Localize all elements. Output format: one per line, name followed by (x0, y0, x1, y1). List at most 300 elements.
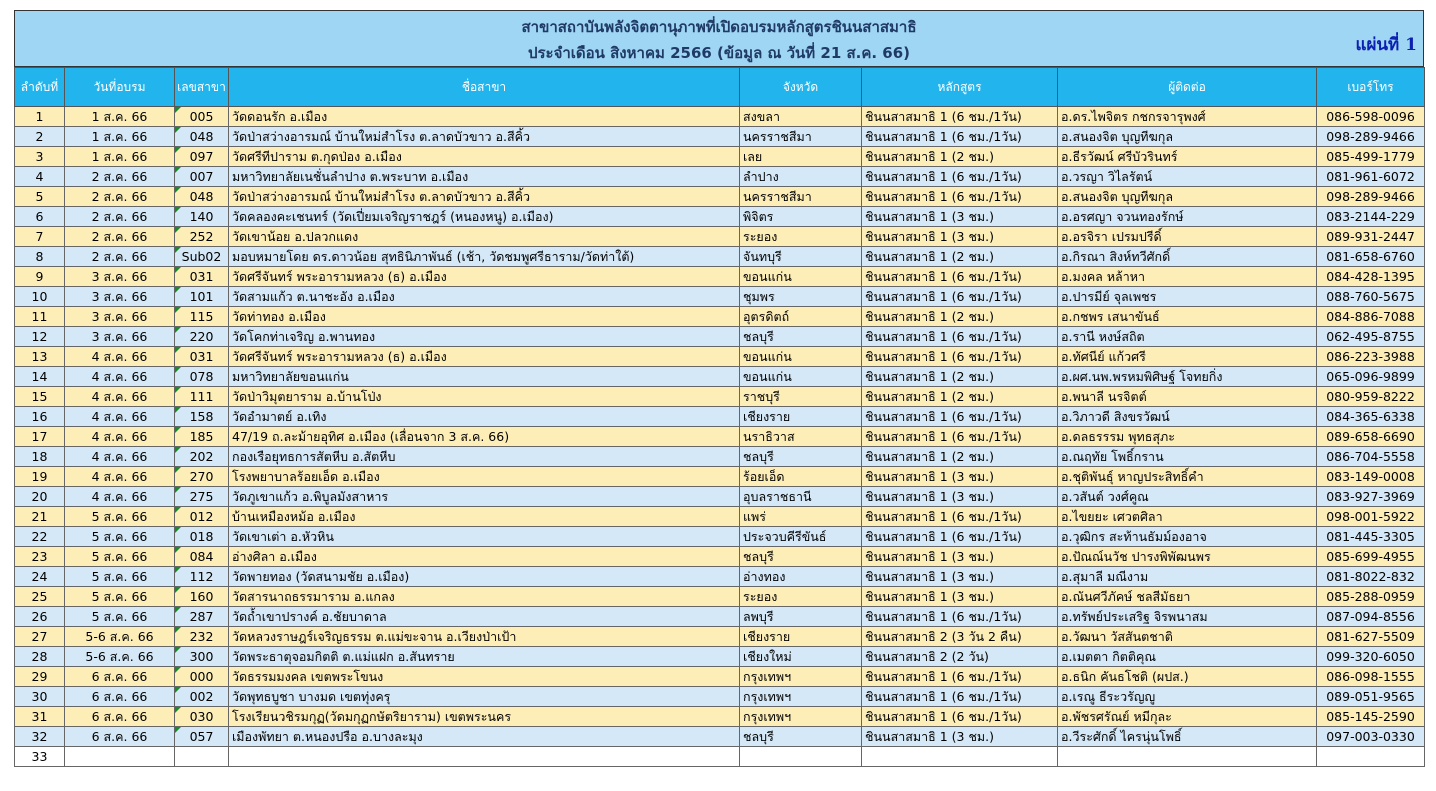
cell-contact[interactable]: อ.ณฤทัย โพธิ์กราน (1058, 447, 1317, 467)
cell-date[interactable]: 1 ส.ค. 66 (65, 127, 175, 147)
cell-branch-code[interactable]: 140 (175, 207, 229, 227)
cell-course[interactable]: ชินนสาสมาธิ 1 (6 ชม./1วัน) (862, 167, 1058, 187)
cell-branch-name[interactable]: โรงเรียนวชิรมกุฏ(วัดมกุฏกษัตริยาราม) เขตพระนคร (229, 707, 740, 727)
cell-contact[interactable]: อ.สนองจิต บุญทีฆกุล (1058, 127, 1317, 147)
cell-branch-name[interactable]: มหาวิทยาลัยเนชั่นลำปาง ต.พระบาท อ.เมือง (229, 167, 740, 187)
cell-branch-name[interactable]: 47/19 ถ.ละม้ายอุทิศ อ.เมือง (เลื่อนจาก 3 ส.ค. 66) (229, 427, 740, 447)
cell-date[interactable]: 6 ส.ค. 66 (65, 727, 175, 747)
cell-course[interactable]: ชินนสาสมาธิ 1 (3 ชม.) (862, 207, 1058, 227)
cell-branch-code[interactable]: 000 (175, 667, 229, 687)
cell-phone[interactable]: 081-961-6072 (1317, 167, 1425, 187)
cell-province[interactable] (740, 747, 862, 767)
cell-contact[interactable] (1058, 747, 1317, 767)
cell-no[interactable]: 29 (15, 667, 65, 687)
cell-province[interactable]: เชียงใหม่ (740, 647, 862, 667)
cell-contact[interactable]: อ.วุฒิกร สะท้านธัมม์องอาจ (1058, 527, 1317, 547)
cell-no[interactable]: 3 (15, 147, 65, 167)
cell-course[interactable]: ชินนสาสมาธิ 1 (6 ชม./1วัน) (862, 347, 1058, 367)
cell-branch-code[interactable]: 018 (175, 527, 229, 547)
cell-province[interactable]: ราชบุรี (740, 387, 862, 407)
cell-contact[interactable]: อ.ธนิก คันธโชติ (ผปส.) (1058, 667, 1317, 687)
cell-branch-name[interactable]: วัดศรีจันทร์ พระอารามหลวง (ธ) อ.เมือง (229, 347, 740, 367)
cell-course[interactable]: ชินนสาสมาธิ 1 (6 ชม./1วัน) (862, 687, 1058, 707)
cell-course[interactable]: ชินนสาสมาธิ 1 (6 ชม./1วัน) (862, 507, 1058, 527)
cell-province[interactable]: นครราชสีมา (740, 187, 862, 207)
cell-date[interactable]: 4 ส.ค. 66 (65, 487, 175, 507)
cell-branch-code[interactable]: 270 (175, 467, 229, 487)
cell-branch-name[interactable]: วัดป่าวิมุตยาราม อ.บ้านโป่ง (229, 387, 740, 407)
cell-branch-name[interactable]: มอบหมายโดย ดร.ดาวน้อย สุทธินิภาพันธ์ (เช้า, วัดชมพูศรีธาราม/วัดท่าใต้) (229, 247, 740, 267)
col-header-branch[interactable]: ชื่อสาขา (229, 68, 740, 107)
cell-no[interactable]: 14 (15, 367, 65, 387)
cell-branch-code[interactable]: 007 (175, 167, 229, 187)
cell-date[interactable]: 5 ส.ค. 66 (65, 587, 175, 607)
col-header-code[interactable]: เลขสาขา (175, 68, 229, 107)
cell-branch-name[interactable]: วัดศรีจันทร์ พระอารามหลวง (ธ) อ.เมือง (229, 267, 740, 287)
cell-phone[interactable]: 098-289-9466 (1317, 187, 1425, 207)
cell-phone[interactable]: 088-760-5675 (1317, 287, 1425, 307)
cell-course[interactable]: ชินนสาสมาธิ 1 (3 ชม.) (862, 727, 1058, 747)
cell-course[interactable]: ชินนสาสมาธิ 1 (6 ชม./1วัน) (862, 107, 1058, 127)
cell-branch-code[interactable]: 232 (175, 627, 229, 647)
cell-no[interactable]: 31 (15, 707, 65, 727)
col-header-course[interactable]: หลักสูตร (862, 68, 1058, 107)
cell-contact[interactable]: อ.วสันต์ วงศ์คูณ (1058, 487, 1317, 507)
cell-contact[interactable]: อ.ชุติพันธุ์ หาญประสิทธิ์คำ (1058, 467, 1317, 487)
cell-branch-code[interactable]: 202 (175, 447, 229, 467)
cell-no[interactable]: 6 (15, 207, 65, 227)
cell-branch-code[interactable]: 111 (175, 387, 229, 407)
cell-branch-name[interactable]: วัดเขาเต่า อ.หัวหิน (229, 527, 740, 547)
table-row (15, 167, 1425, 187)
cell-no[interactable]: 33 (15, 747, 65, 767)
table-row (15, 187, 1425, 207)
table-row (15, 667, 1425, 687)
cell-date[interactable]: 2 ส.ค. 66 (65, 207, 175, 227)
table-row-empty (15, 747, 1425, 767)
cell-contact[interactable]: อ.อรจิรา เปรมปรีดิ์ (1058, 227, 1317, 247)
cell-date[interactable]: 5 ส.ค. 66 (65, 527, 175, 547)
table-header-row (15, 68, 1425, 107)
cell-no[interactable]: 19 (15, 467, 65, 487)
cell-course[interactable]: ชินนสาสมาธิ 1 (2 ชม.) (862, 247, 1058, 267)
cell-branch-code[interactable]: 078 (175, 367, 229, 387)
cell-contact[interactable]: อ.พัชรศรัณย์ หมีกุละ (1058, 707, 1317, 727)
cell-course[interactable]: ชินนสาสมาธิ 1 (2 ชม.) (862, 367, 1058, 387)
cell-province[interactable]: ประจวบคีรีขันธ์ (740, 527, 862, 547)
cell-province[interactable]: ขอนแก่น (740, 347, 862, 367)
cell-branch-name[interactable]: วัดภูเขาแก้ว อ.พิบูลมังสาหาร (229, 487, 740, 507)
cell-branch-name[interactable]: วัดท่าทอง อ.เมือง (229, 307, 740, 327)
cell-phone[interactable]: 083-2144-229 (1317, 207, 1425, 227)
cell-phone[interactable]: 085-699-4955 (1317, 547, 1425, 567)
cell-phone[interactable]: 086-098-1555 (1317, 667, 1425, 687)
cell-province[interactable]: นราธิวาส (740, 427, 862, 447)
cell-phone[interactable]: 065-096-9899 (1317, 367, 1425, 387)
cell-branch-code[interactable]: 158 (175, 407, 229, 427)
cell-contact[interactable]: อ.ดร.ไพจิตร กชกรจารุพงศ์ (1058, 107, 1317, 127)
cell-province[interactable]: กรุงเทพฯ (740, 707, 862, 727)
cell-phone[interactable]: 083-149-0008 (1317, 467, 1425, 487)
table-row (15, 587, 1425, 607)
cell-branch-code[interactable] (175, 747, 229, 767)
cell-branch-name[interactable]: วัดสารนาถธรรมาราม อ.แกลง (229, 587, 740, 607)
cell-date[interactable]: 5 ส.ค. 66 (65, 507, 175, 527)
cell-date[interactable]: 6 ส.ค. 66 (65, 687, 175, 707)
cell-phone[interactable] (1317, 747, 1425, 767)
cell-branch-name[interactable]: วัดสามแก้ว ต.นาชะอัง อ.เมือง (229, 287, 740, 307)
cell-date[interactable]: 6 ส.ค. 66 (65, 707, 175, 727)
cell-phone[interactable]: 099-320-6050 (1317, 647, 1425, 667)
cell-course[interactable]: ชินนสาสมาธิ 1 (3 ชม.) (862, 587, 1058, 607)
cell-branch-code[interactable]: 048 (175, 127, 229, 147)
table-row (15, 687, 1425, 707)
cell-branch-code[interactable]: 101 (175, 287, 229, 307)
cell-branch-code[interactable]: 057 (175, 727, 229, 747)
cell-phone[interactable]: 084-886-7088 (1317, 307, 1425, 327)
cell-date[interactable]: 2 ส.ค. 66 (65, 167, 175, 187)
cell-branch-name[interactable]: โรงพยาบาลร้อยเอ็ด อ.เมือง (229, 467, 740, 487)
cell-branch-name[interactable]: วัดถ้ำเขาปรางค์ อ.ชัยบาดาล (229, 607, 740, 627)
cell-no[interactable]: 8 (15, 247, 65, 267)
cell-phone[interactable]: 081-8022-832 (1317, 567, 1425, 587)
cell-phone[interactable]: 098-289-9466 (1317, 127, 1425, 147)
cell-branch-name[interactable] (229, 747, 740, 767)
table-row (15, 427, 1425, 447)
cell-branch-code[interactable]: 112 (175, 567, 229, 587)
col-header-province[interactable]: จังหวัด (740, 68, 862, 107)
cell-province[interactable]: แพร่ (740, 507, 862, 527)
cell-no[interactable]: 5 (15, 187, 65, 207)
cell-contact[interactable]: อ.วัฒนา วัสสันตชาติ (1058, 627, 1317, 647)
cell-date[interactable]: 4 ส.ค. 66 (65, 347, 175, 367)
cell-course[interactable]: ชินนสาสมาธิ 1 (2 ชม.) (862, 307, 1058, 327)
cell-province[interactable]: ลำปาง (740, 167, 862, 187)
cell-no[interactable]: 30 (15, 687, 65, 707)
cell-course[interactable]: ชินนสาสมาธิ 1 (6 ชม./1วัน) (862, 287, 1058, 307)
cell-province[interactable]: กรุงเทพฯ (740, 667, 862, 687)
cell-date[interactable]: 5 ส.ค. 66 (65, 607, 175, 627)
cell-no[interactable]: 9 (15, 267, 65, 287)
cell-no[interactable]: 26 (15, 607, 65, 627)
cell-contact[interactable]: อ.ทรัพย์ประเสริฐ จิรพนาสม (1058, 607, 1317, 627)
cell-date[interactable]: 3 ส.ค. 66 (65, 307, 175, 327)
cell-contact[interactable]: อ.อรศญา จวนทองรักษ์ (1058, 207, 1317, 227)
cell-course[interactable]: ชินนสาสมาธิ 1 (2 ชม.) (862, 147, 1058, 167)
cell-no[interactable]: 13 (15, 347, 65, 367)
cell-contact[interactable]: อ.ผศ.นพ.พรหมพิศิษฐ์ โจทยกิ่ง (1058, 367, 1317, 387)
cell-course[interactable] (862, 747, 1058, 767)
cell-province[interactable]: สงขลา (740, 107, 862, 127)
cell-branch-code[interactable]: 097 (175, 147, 229, 167)
cell-phone[interactable]: 085-499-1779 (1317, 147, 1425, 167)
cell-contact[interactable]: อ.กชพร เสนาขันธ์ (1058, 307, 1317, 327)
cell-contact[interactable]: อ.มงคล หล้าหา (1058, 267, 1317, 287)
cell-course[interactable]: ชินนสาสมาธิ 1 (6 ชม./1วัน) (862, 267, 1058, 287)
cell-phone[interactable]: 089-658-6690 (1317, 427, 1425, 447)
cell-contact[interactable]: อ.รานี หงษ์สถิต (1058, 327, 1317, 347)
cell-branch-name[interactable]: อ่างศิลา อ.เมือง (229, 547, 740, 567)
cell-province[interactable]: เลย (740, 147, 862, 167)
cell-branch-code[interactable]: 084 (175, 547, 229, 567)
cell-province[interactable]: ร้อยเอ็ด (740, 467, 862, 487)
cell-no[interactable]: 28 (15, 647, 65, 667)
cell-date[interactable]: 2 ส.ค. 66 (65, 187, 175, 207)
cell-no[interactable]: 11 (15, 307, 65, 327)
cell-province[interactable]: จันทบุรี (740, 247, 862, 267)
cell-phone[interactable]: 097-003-0330 (1317, 727, 1425, 747)
cell-contact[interactable]: อ.ไขยยะ เศวตศิลา (1058, 507, 1317, 527)
cell-date[interactable]: 4 ส.ค. 66 (65, 427, 175, 447)
cell-date[interactable]: 3 ส.ค. 66 (65, 287, 175, 307)
cell-no[interactable]: 16 (15, 407, 65, 427)
table-row (15, 627, 1425, 647)
cell-branch-name[interactable]: วัดพระธาตุจอมกิตติ ต.แม่แฝก อ.สันทราย (229, 647, 740, 667)
cell-no[interactable]: 27 (15, 627, 65, 647)
cell-date[interactable]: 4 ส.ค. 66 (65, 467, 175, 487)
cell-no[interactable]: 20 (15, 487, 65, 507)
cell-no[interactable]: 10 (15, 287, 65, 307)
cell-course[interactable]: ชินนสาสมาธิ 1 (3 ชม.) (862, 567, 1058, 587)
cell-course[interactable]: ชินนสาสมาธิ 1 (6 ชม./1วัน) (862, 187, 1058, 207)
cell-contact[interactable]: อ.ดลธรรรม พุทธสุภะ (1058, 427, 1317, 447)
table-row (15, 287, 1425, 307)
cell-no[interactable]: 21 (15, 507, 65, 527)
cell-province[interactable]: ขอนแก่น (740, 367, 862, 387)
cell-branch-name[interactable]: มหาวิทยาลัยขอนแก่น (229, 367, 740, 387)
cell-phone[interactable]: 085-288-0959 (1317, 587, 1425, 607)
cell-date[interactable]: 4 ส.ค. 66 (65, 447, 175, 467)
cell-branch-name[interactable]: วัดป่าสว่างอารมณ์ บ้านใหม่สำโรง ต.ลาดบัวขาว อ.สีคิ้ว (229, 187, 740, 207)
cell-course[interactable]: ชินนสาสมาธิ 2 (3 วัน 2 คืน) (862, 627, 1058, 647)
table-row (15, 267, 1425, 287)
cell-contact[interactable]: อ.วรญา วิไลรัตน์ (1058, 167, 1317, 187)
cell-course[interactable]: ชินนสาสมาธิ 1 (6 ชม./1วัน) (862, 407, 1058, 427)
cell-course[interactable]: ชินนสาสมาธิ 1 (2 ชม.) (862, 387, 1058, 407)
cell-date[interactable]: 5 ส.ค. 66 (65, 547, 175, 567)
cell-branch-code[interactable]: Sub02 (175, 247, 229, 267)
cell-branch-code[interactable]: 220 (175, 327, 229, 347)
cell-date[interactable]: 5-6 ส.ค. 66 (65, 647, 175, 667)
cell-province[interactable]: ระยอง (740, 587, 862, 607)
cell-date[interactable]: 3 ส.ค. 66 (65, 327, 175, 347)
cell-phone[interactable]: 086-598-0096 (1317, 107, 1425, 127)
table-row (15, 507, 1425, 527)
cell-course[interactable]: ชินนสาสมาธิ 1 (6 ชม./1วัน) (862, 527, 1058, 547)
cell-course[interactable]: ชินนสาสมาธิ 1 (6 ชม./1วัน) (862, 667, 1058, 687)
cell-branch-code[interactable]: 031 (175, 347, 229, 367)
cell-province[interactable]: พิจิตร (740, 207, 862, 227)
cell-phone[interactable]: 081-445-3305 (1317, 527, 1425, 547)
cell-branch-name[interactable]: วัดหลวงราษฎร์เจริญธรรม ต.แม่ขะจาน อ.เวียงป่าเป้า (229, 627, 740, 647)
table-row (15, 387, 1425, 407)
cell-branch-code[interactable]: 115 (175, 307, 229, 327)
cell-phone[interactable]: 084-428-1395 (1317, 267, 1425, 287)
cell-course[interactable]: ชินนสาสมาธิ 1 (3 ชม.) (862, 227, 1058, 247)
cell-phone[interactable]: 086-704-5558 (1317, 447, 1425, 467)
cell-course[interactable]: ชินนสาสมาธิ 1 (3 ชม.) (862, 467, 1058, 487)
cell-date[interactable]: 3 ส.ค. 66 (65, 267, 175, 287)
cell-branch-name[interactable]: วัดโคกท่าเจริญ อ.พานทอง (229, 327, 740, 347)
cell-province[interactable]: อุบลราชธานี (740, 487, 862, 507)
cell-branch-code[interactable]: 031 (175, 267, 229, 287)
cell-province[interactable]: ขอนแก่น (740, 267, 862, 287)
cell-date[interactable] (65, 747, 175, 767)
cell-branch-name[interactable]: วัดเขาน้อย อ.ปลวกแดง (229, 227, 740, 247)
cell-phone[interactable]: 062-495-8755 (1317, 327, 1425, 347)
cell-no[interactable]: 23 (15, 547, 65, 567)
cell-date[interactable]: 2 ส.ค. 66 (65, 247, 175, 267)
cell-phone[interactable]: 087-094-8556 (1317, 607, 1425, 627)
cell-course[interactable]: ชินนสาสมาธิ 1 (6 ชม./1วัน) (862, 127, 1058, 147)
cell-no[interactable]: 22 (15, 527, 65, 547)
cell-phone[interactable]: 084-365-6338 (1317, 407, 1425, 427)
cell-province[interactable]: อุตรดิตถ์ (740, 307, 862, 327)
title-banner (14, 10, 1424, 67)
cell-phone[interactable]: 089-931-2447 (1317, 227, 1425, 247)
cell-branch-name[interactable]: วัดธรรมมงคล เขตพระโขนง (229, 667, 740, 687)
table-row (15, 227, 1425, 247)
cell-no[interactable]: 25 (15, 587, 65, 607)
cell-course[interactable]: ชินนสาสมาธิ 1 (6 ชม./1วัน) (862, 607, 1058, 627)
page-subtitle: ประจำเดือน สิงหาคม 2566 (ข้อมูล ณ วันที่ 21 ส.ค. 66) (527, 44, 911, 62)
cell-contact[interactable]: อ.สุมาลี มณีงาม (1058, 567, 1317, 587)
cell-course[interactable]: ชินนสาสมาธิ 1 (6 ชม./1วัน) (862, 707, 1058, 727)
col-header-phone[interactable]: เบอร์โทร (1317, 68, 1425, 107)
table-row (15, 487, 1425, 507)
cell-course[interactable]: ชินนสาสมาธิ 1 (2 ชม.) (862, 447, 1058, 467)
table-row (15, 547, 1425, 567)
cell-no[interactable]: 1 (15, 107, 65, 127)
cell-course[interactable]: ชินนสาสมาธิ 1 (3 ชม.) (862, 487, 1058, 507)
table-row (15, 607, 1425, 627)
cell-branch-name[interactable]: วัดพุทธบูชา บางมด เขตทุ่งครุ (229, 687, 740, 707)
cell-branch-name[interactable]: เมืองพัทยา ต.หนองปรือ อ.บางละมุง (229, 727, 740, 747)
cell-contact[interactable]: อ.ปัณณ์นวัช ปารงพิพัฒนพร (1058, 547, 1317, 567)
cell-no[interactable]: 17 (15, 427, 65, 447)
cell-date[interactable]: 1 ส.ค. 66 (65, 147, 175, 167)
cell-province[interactable]: ระยอง (740, 227, 862, 247)
cell-no[interactable]: 2 (15, 127, 65, 147)
cell-phone[interactable]: 098-001-5922 (1317, 507, 1425, 527)
cell-branch-name[interactable]: วัดศรีทีปาราม ต.กุดป่อง อ.เมือง (229, 147, 740, 167)
cell-province[interactable]: ชลบุรี (740, 327, 862, 347)
cell-branch-code[interactable]: 300 (175, 647, 229, 667)
cell-province[interactable]: ชลบุรี (740, 547, 862, 567)
cell-province[interactable]: กรุงเทพฯ (740, 687, 862, 707)
cell-province[interactable]: ชุมพร (740, 287, 862, 307)
cell-province[interactable]: เชียงราย (740, 627, 862, 647)
cell-no[interactable]: 15 (15, 387, 65, 407)
col-header-date[interactable]: วันที่อบรม (65, 68, 175, 107)
cell-branch-code[interactable]: 160 (175, 587, 229, 607)
cell-province[interactable]: ชลบุรี (740, 727, 862, 747)
col-header-contact[interactable]: ผู้ติดต่อ (1058, 68, 1317, 107)
cell-course[interactable]: ชินนสาสมาธิ 1 (6 ชม./1วัน) (862, 427, 1058, 447)
cell-branch-code[interactable]: 185 (175, 427, 229, 447)
cell-course[interactable]: ชินนสาสมาธิ 2 (2 วัน) (862, 647, 1058, 667)
cell-contact[interactable]: อ.วิภาวดี สิงขรวัฒน์ (1058, 407, 1317, 427)
cell-branch-code[interactable]: 275 (175, 487, 229, 507)
cell-contact[interactable]: อ.วีระศักดิ์ ไครนุ่นโพธิ์ (1058, 727, 1317, 747)
cell-phone[interactable]: 080-959-8222 (1317, 387, 1425, 407)
cell-phone[interactable]: 085-145-2590 (1317, 707, 1425, 727)
cell-date[interactable]: 4 ส.ค. 66 (65, 407, 175, 427)
cell-date[interactable]: 4 ส.ค. 66 (65, 387, 175, 407)
table-row (15, 707, 1425, 727)
cell-province[interactable]: เชียงราย (740, 407, 862, 427)
cell-contact[interactable]: อ.สนองจิต บุญทีฆกุล (1058, 187, 1317, 207)
cell-date[interactable]: 1 ส.ค. 66 (65, 107, 175, 127)
cell-branch-name[interactable]: กองเรือยุทธการสัตหีบ อ.สัตหีบ (229, 447, 740, 467)
cell-course[interactable]: ชินนสาสมาธิ 1 (6 ชม./1วัน) (862, 327, 1058, 347)
cell-contact[interactable]: อ.ณันศวีภัคษ์ ชลสีมัธยา (1058, 587, 1317, 607)
cell-no[interactable]: 24 (15, 567, 65, 587)
table-row (15, 347, 1425, 367)
cell-date[interactable]: 5-6 ส.ค. 66 (65, 627, 175, 647)
cell-no[interactable]: 12 (15, 327, 65, 347)
cell-contact[interactable]: อ.ปารมีย์ จุลเพชร (1058, 287, 1317, 307)
cell-branch-code[interactable]: 287 (175, 607, 229, 627)
cell-province[interactable]: ลพบุรี (740, 607, 862, 627)
cell-contact[interactable]: อ.กิรณา สิงห์ทวีศักดิ์ (1058, 247, 1317, 267)
cell-branch-name[interactable]: วัดคลองคะเชนทร์ (วัดเปี่ยมเจริญราชฎร์ (หนองหนู) อ.เมือง) (229, 207, 740, 227)
cell-no[interactable]: 32 (15, 727, 65, 747)
sheet-number-label: แผ่นที่ 1 (1355, 35, 1417, 55)
cell-date[interactable]: 5 ส.ค. 66 (65, 567, 175, 587)
table-row (15, 527, 1425, 547)
cell-phone[interactable]: 083-927-3969 (1317, 487, 1425, 507)
cell-no[interactable]: 4 (15, 167, 65, 187)
cell-branch-code[interactable]: 012 (175, 507, 229, 527)
cell-no[interactable]: 7 (15, 227, 65, 247)
cell-province[interactable]: ชลบุรี (740, 447, 862, 467)
cell-date[interactable]: 6 ส.ค. 66 (65, 667, 175, 687)
cell-branch-name[interactable]: วัดพายทอง (วัดสนามชัย อ.เมือง) (229, 567, 740, 587)
cell-branch-name[interactable]: วัดอำมาตย์ อ.เทิง (229, 407, 740, 427)
cell-branch-code[interactable]: 252 (175, 227, 229, 247)
cell-phone[interactable]: 089-051-9565 (1317, 687, 1425, 707)
cell-province[interactable]: นครราชสีมา (740, 127, 862, 147)
cell-branch-name[interactable]: วัดดอนรัก อ.เมือง (229, 107, 740, 127)
cell-date[interactable]: 2 ส.ค. 66 (65, 227, 175, 247)
cell-contact[interactable]: อ.พนาลี นรจิตต์ (1058, 387, 1317, 407)
table-row (15, 207, 1425, 227)
cell-contact[interactable]: อ.เมตตา กิตติคุณ (1058, 647, 1317, 667)
table-row (15, 107, 1425, 127)
cell-branch-code[interactable]: 005 (175, 107, 229, 127)
cell-branch-code[interactable]: 002 (175, 687, 229, 707)
cell-phone[interactable]: 081-627-5509 (1317, 627, 1425, 647)
cell-contact[interactable]: อ.ทัศนีย์ แก้วศรี (1058, 347, 1317, 367)
table-row (15, 727, 1425, 747)
cell-phone[interactable]: 081-658-6760 (1317, 247, 1425, 267)
cell-date[interactable]: 4 ส.ค. 66 (65, 367, 175, 387)
cell-contact[interactable]: อ.ธีรวัฒน์ ศรีบัวรินทร์ (1058, 147, 1317, 167)
cell-branch-name[interactable]: บ้านเหมืองหม้อ อ.เมือง (229, 507, 740, 527)
cell-contact[interactable]: อ.เรณู ธีระวรัญญู (1058, 687, 1317, 707)
table-row (15, 327, 1425, 347)
cell-branch-code[interactable]: 030 (175, 707, 229, 727)
table-row (15, 147, 1425, 167)
cell-province[interactable]: อ่างทอง (740, 567, 862, 587)
cell-phone[interactable]: 086-223-3988 (1317, 347, 1425, 367)
cell-branch-name[interactable]: วัดป่าสว่างอารมณ์ บ้านใหม่สำโรง ต.ลาดบัวขาว อ.สีคิ้ว (229, 127, 740, 147)
cell-no[interactable]: 18 (15, 447, 65, 467)
cell-course[interactable]: ชินนสาสมาธิ 1 (3 ชม.) (862, 547, 1058, 567)
cell-branch-code[interactable]: 048 (175, 187, 229, 207)
col-header-no[interactable]: ลำดับที่ (15, 68, 65, 107)
